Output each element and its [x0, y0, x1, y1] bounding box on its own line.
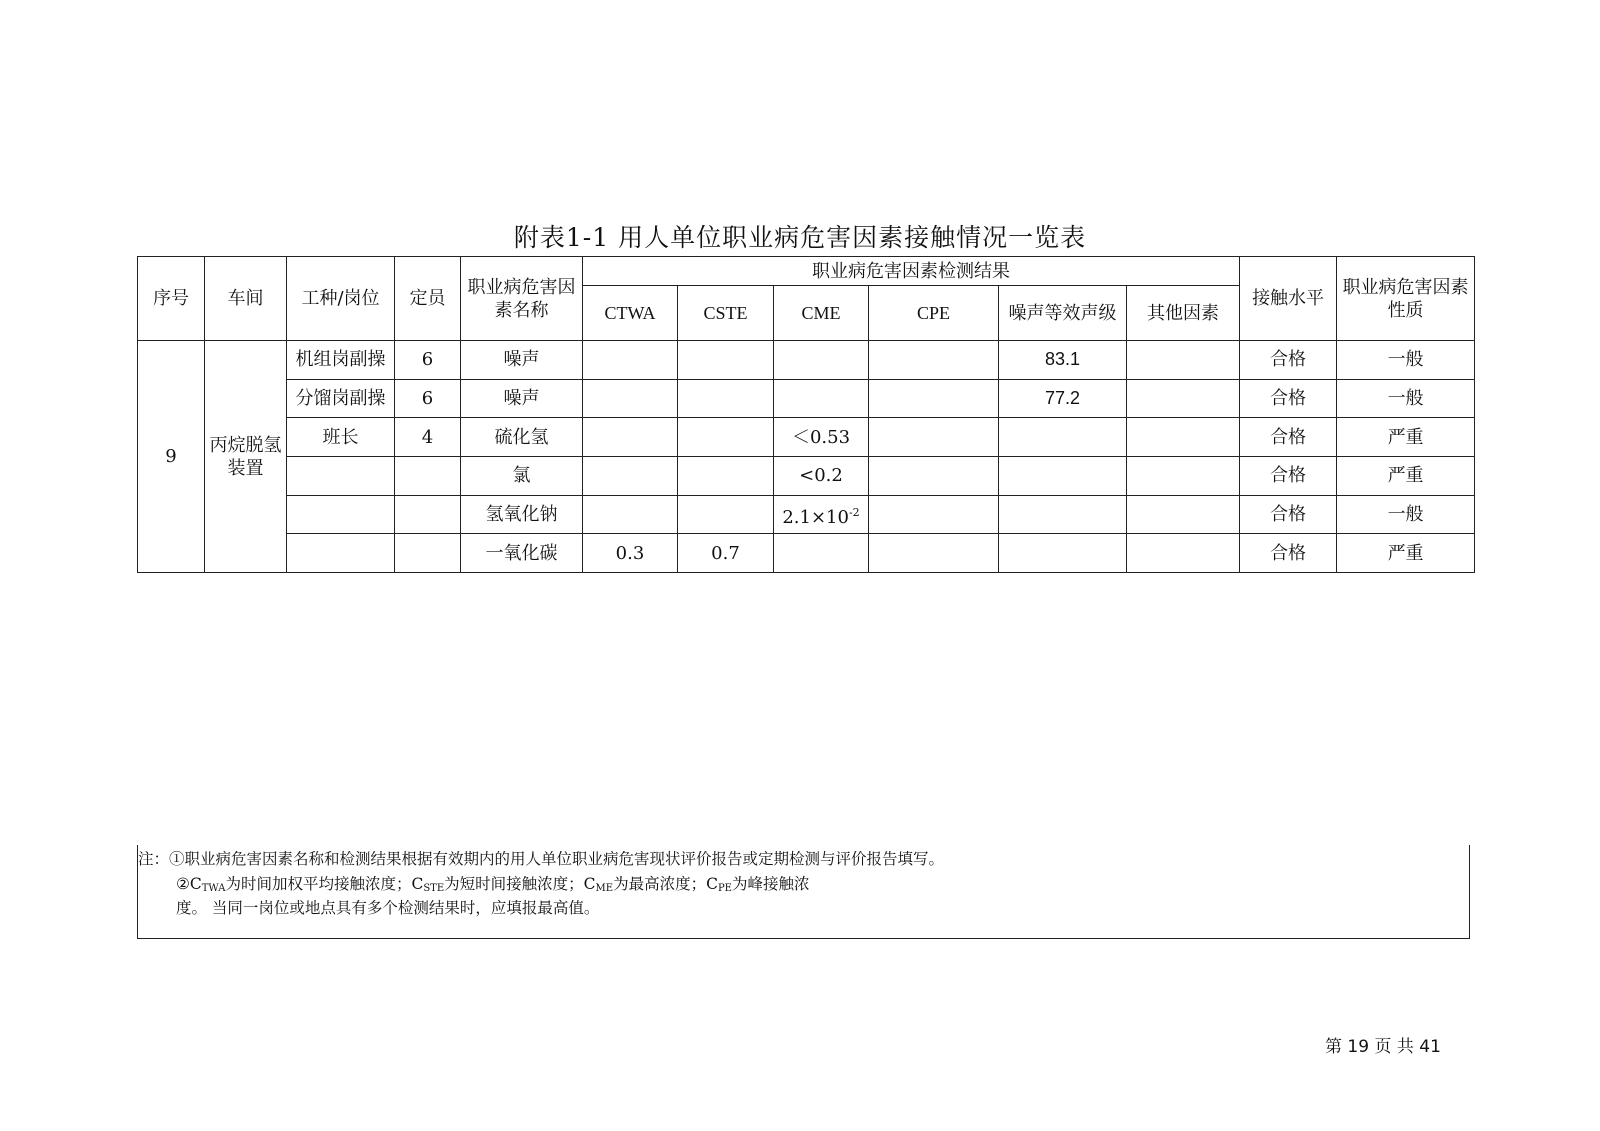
header-cste: CSTE	[678, 286, 774, 341]
cell-other	[1127, 457, 1240, 496]
cell-level: 合格	[1240, 341, 1337, 380]
cell-cme-exponent: -2	[848, 505, 860, 519]
cell-staff	[395, 534, 461, 573]
cell-cste	[678, 341, 774, 380]
cell-staff	[395, 457, 461, 496]
table-row	[138, 341, 1475, 380]
table-notes	[137, 845, 1470, 939]
cell-job: 分馏岗副操	[287, 379, 395, 418]
header-job: 工种/岗位	[287, 257, 395, 341]
cell-noise	[999, 418, 1127, 457]
note-line-2-ste: 为短时间接触浓度；C	[444, 875, 596, 893]
cell-ctwa: 0.3	[583, 534, 678, 573]
cell-job: 机组岗副操	[287, 341, 395, 380]
cell-other	[1127, 418, 1240, 457]
cell-ctwa	[583, 341, 678, 380]
cell-nature: 严重	[1337, 418, 1475, 457]
note-line-1: 注：①职业病危害因素名称和检测结果根据有效期内的用人单位职业病危害现状评价报告或定期检测与评价报告填写。	[138, 850, 945, 868]
cell-hazard: 氢氧化钠	[461, 495, 583, 534]
cell-cste	[678, 418, 774, 457]
header-level: 接触水平	[1240, 257, 1337, 341]
table-row	[138, 457, 1475, 496]
header-cpe: CPE	[869, 286, 999, 341]
cell-staff	[395, 495, 461, 534]
note-sub-ste: STE	[423, 883, 445, 894]
cell-ctwa	[583, 379, 678, 418]
cell-level: 合格	[1240, 379, 1337, 418]
table-row	[138, 379, 1475, 418]
table-header	[138, 257, 1475, 341]
note-sub-me: ME	[595, 883, 614, 894]
cell-noise	[999, 495, 1127, 534]
cell-staff: 6	[395, 379, 461, 418]
cell-hazard: 一氧化碳	[461, 534, 583, 573]
cell-other	[1127, 379, 1240, 418]
cell-cpe	[869, 534, 999, 573]
header-workshop: 车间	[205, 257, 287, 341]
cell-cme: <0.2	[774, 457, 869, 496]
note-line-2-prefix: ②C	[176, 875, 202, 893]
header-noise: 噪声等效声级	[999, 286, 1127, 341]
header-hazard-name: 职业病危害因素名称	[461, 257, 583, 341]
cell-hazard: 氯	[461, 457, 583, 496]
table-row	[138, 418, 1475, 457]
cell-ctwa	[583, 457, 678, 496]
cell-nature: 严重	[1337, 534, 1475, 573]
cell-job: 班长	[287, 418, 395, 457]
cell-cste	[678, 495, 774, 534]
cell-cste	[678, 379, 774, 418]
cell-cme-base: 2.1×10	[782, 506, 849, 528]
note-line-2-pe: 为峰接触浓	[731, 875, 810, 893]
cell-nature: 一般	[1337, 495, 1475, 534]
cell-nature: 严重	[1337, 457, 1475, 496]
cell-cpe	[869, 418, 999, 457]
cell-nature: 一般	[1337, 341, 1475, 380]
cell-other	[1127, 495, 1240, 534]
hazard-table	[137, 256, 1475, 573]
page-title: 附表1-1 用人单位职业病危害因素接触情况一览表	[513, 223, 1087, 252]
cell-hazard: 噪声	[461, 379, 583, 418]
cell-other	[1127, 341, 1240, 380]
cell-cme	[774, 379, 869, 418]
cell-level: 合格	[1240, 418, 1337, 457]
cell-cme	[774, 534, 869, 573]
header-nature: 职业病危害因素性质	[1337, 257, 1475, 341]
cell-level: 合格	[1240, 534, 1337, 573]
cell-hazard: 噪声	[461, 341, 583, 380]
cell-noise: 77.2	[999, 379, 1127, 418]
header-results-group: 职业病危害因素检测结果	[583, 257, 1240, 286]
cell-cpe	[869, 457, 999, 496]
table-row	[138, 495, 1475, 534]
note-line-2-me: 为最高浓度；C	[613, 875, 718, 893]
cell-job	[287, 495, 395, 534]
cell-cpe	[869, 341, 999, 380]
cell-hazard: 硫化氢	[461, 418, 583, 457]
cell-other	[1127, 534, 1240, 573]
header-seq: 序号	[138, 257, 205, 341]
cell-job	[287, 457, 395, 496]
header-other: 其他因素	[1127, 286, 1240, 341]
table-row	[138, 534, 1475, 573]
cell-job	[287, 534, 395, 573]
note-sub-pe: PE	[717, 883, 732, 894]
table-body	[138, 341, 1475, 573]
note-line-3: 度。 当同一岗位或地点具有多个检测结果时，应填报最高值。	[176, 899, 600, 917]
cell-cste: 0.7	[678, 534, 774, 573]
cell-nature: 一般	[1337, 379, 1475, 418]
cell-staff: 4	[395, 418, 461, 457]
note-line-2-twa: 为时间加权平均接触浓度；C	[225, 875, 424, 893]
cell-cpe	[869, 495, 999, 534]
header-cme: CME	[774, 286, 869, 341]
cell-noise	[999, 457, 1127, 496]
cell-noise: 83.1	[999, 341, 1127, 380]
cell-noise	[999, 534, 1127, 573]
cell-cste	[678, 457, 774, 496]
cell-ctwa	[583, 418, 678, 457]
cell-staff: 6	[395, 341, 461, 380]
header-staff: 定员	[395, 257, 461, 341]
cell-cme	[774, 341, 869, 380]
cell-ctwa	[583, 495, 678, 534]
cell-level: 合格	[1240, 457, 1337, 496]
cell-cme: ＜0.53	[774, 418, 869, 457]
cell-workshop: 丙烷脱氢装置	[205, 341, 287, 573]
cell-cme	[774, 495, 869, 534]
cell-cpe	[869, 379, 999, 418]
header-ctwa: CTWA	[583, 286, 678, 341]
cell-level: 合格	[1240, 495, 1337, 534]
cell-seq: 9	[138, 341, 205, 573]
note-sub-twa: TWA	[201, 883, 226, 894]
page-number: 第 19 页 共 41	[1325, 1037, 1441, 1057]
